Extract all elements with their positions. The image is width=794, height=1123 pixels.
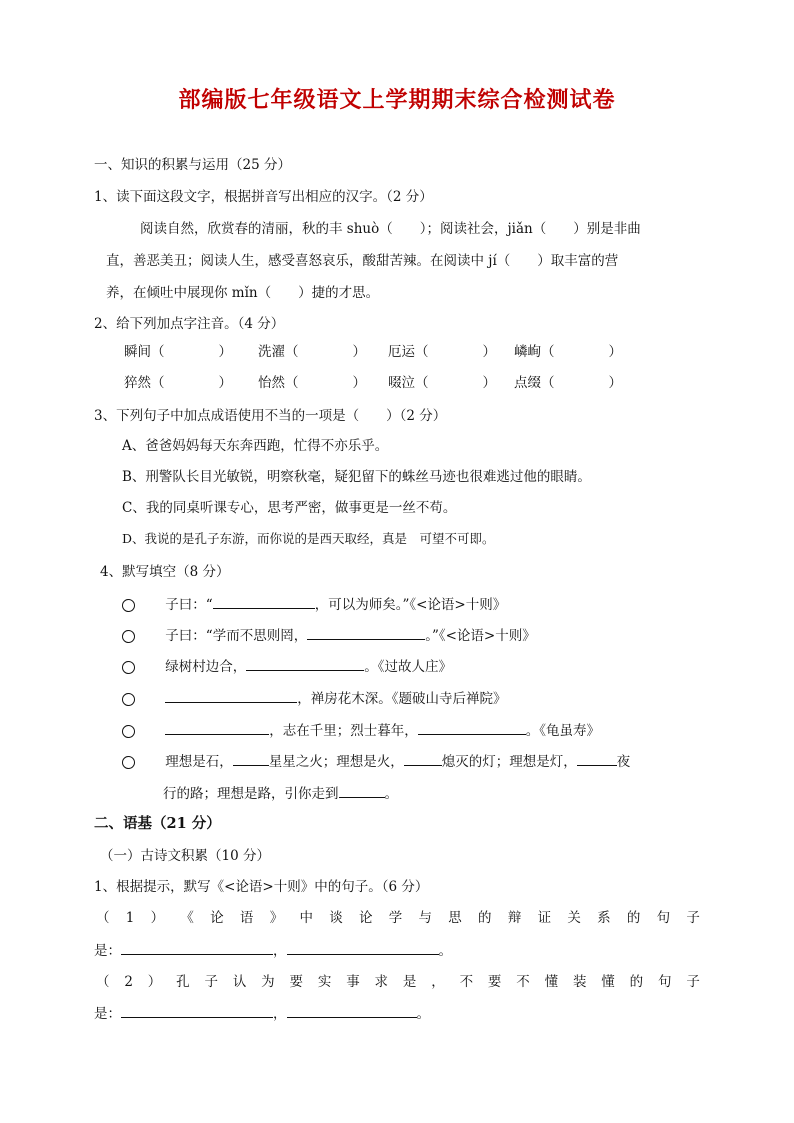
fill-blank[interactable] — [121, 940, 273, 955]
sentence-char: 》 — [269, 910, 284, 926]
question-2-prompt: 2、给下列加点字注音。（4 分） — [94, 316, 285, 332]
dictation-item-6: 理想是石， 星星之火；理想是火， 熄灭的灯；理想是灯， 夜 — [122, 751, 630, 772]
sentence-char: 的 — [626, 910, 641, 926]
sentence-char: 懂 — [544, 974, 559, 990]
dictation-item-1: 子曰：“ ，可以为师矣。”《<论语>十则》 — [122, 594, 506, 615]
sentence-char: 论 — [210, 910, 224, 926]
pinyin-item: 洗濯（ ） — [258, 344, 366, 360]
answer-line-2: 是： ， 。 — [94, 1003, 430, 1024]
sentence-char: 子 — [686, 974, 700, 990]
fill-blank[interactable] — [307, 625, 425, 640]
dictation-item-2: 子曰：“学而不思则罔， 。”《<论语>十则》 — [122, 625, 536, 646]
dictation-item-3: 绿树村边合， 。《过故人庄》 — [122, 656, 452, 677]
spaced-sentence-1 — [96, 908, 700, 928]
pinyin-item: 嶙峋（ ） — [514, 344, 622, 360]
question-3-prompt: 3、下列句子中加点成语使用不当的一项是（ ）（2 分） — [94, 408, 447, 424]
option-b: B、刑警队长目光敏锐，明察秋毫，疑犯留下的蛛丝马迹也很难逃过他的眼睛。 — [122, 469, 591, 485]
fill-blank[interactable] — [233, 751, 269, 766]
section-heading-1: 一、知识的积累与运用（25 分） — [94, 157, 291, 173]
sentence-char: 谈 — [329, 910, 343, 926]
sentence-char: 懂 — [601, 974, 615, 990]
sentence-char: 求 — [374, 974, 389, 990]
sentence-char: 子 — [686, 910, 700, 926]
option-c: C、我的同桌听课专心，思考严密，做事更是一丝不苟。 — [122, 500, 457, 516]
fill-blank[interactable] — [165, 688, 297, 703]
sentence-char: 系 — [597, 910, 611, 926]
bullet-circle-icon — [122, 693, 135, 706]
sentence-char: 与 — [418, 910, 433, 926]
sentence-char: 句 — [657, 974, 672, 990]
pinyin-item: 瞬间（ ） — [124, 344, 232, 360]
sentence-char: 2 — [124, 974, 133, 990]
page-title: 部编版七年级语文上学期期末综合检测试卷 — [178, 87, 616, 113]
sentence-char: 1 — [125, 910, 135, 926]
fill-blank[interactable] — [246, 656, 364, 671]
answer-line-1: 是： ， 。 — [94, 940, 452, 961]
question-1-prompt: 1、读下面这段文字，根据拼音写出相应的汉字。（2 分） — [94, 189, 433, 205]
question-1-line-3: 养，在倾吐中展现你 mǐn（ ）捷的才思。 — [106, 285, 380, 301]
option-d: D、我说的是孔子东游，而你说的是西天取经，真是 可望不可即。 — [122, 531, 495, 546]
sentence-char: ） — [147, 974, 162, 990]
sentence-char: 要 — [487, 974, 502, 990]
pinyin-item: 猝然（ ） — [124, 375, 232, 391]
pinyin-item: 厄运（ ） — [388, 344, 496, 360]
fill-blank[interactable] — [213, 594, 315, 609]
dictation-item-4: ，禅房花木深。《题破山寺后禅院》 — [122, 688, 507, 709]
pinyin-item: 点缀（ ） — [514, 375, 622, 391]
sentence-char: 学 — [388, 910, 403, 926]
option-a: A、爸爸妈妈每天东奔西跑，忙得不亦乐乎。 — [122, 438, 389, 454]
bullet-circle-icon — [122, 725, 135, 738]
fill-blank[interactable] — [121, 1003, 273, 1018]
question-1-line-1: 阅读自然，欣赏春的清丽，秋的丰 shuò（ ）；阅读社会，jiǎn（ ）别是非曲 — [140, 221, 641, 237]
bullet-circle-icon — [122, 756, 135, 769]
pinyin-item: 怡然（ ） — [258, 375, 366, 391]
sentence-char: （ — [96, 910, 110, 926]
sentence-char: 事 — [346, 974, 360, 990]
sentence-char: 的 — [629, 974, 644, 990]
fill-blank[interactable] — [404, 751, 442, 766]
sentence-char: 不 — [459, 974, 474, 990]
sentence-char: 装 — [572, 974, 587, 990]
section-heading-2: 二、语基（21 分） — [94, 815, 221, 832]
bullet-circle-icon — [122, 599, 135, 612]
sentence-char: 认 — [232, 974, 247, 990]
sentence-char: 为 — [261, 974, 275, 990]
fill-blank[interactable] — [339, 783, 385, 798]
subsection-heading: （一）古诗文积累（10 分） — [100, 848, 270, 864]
fill-blank[interactable] — [418, 720, 526, 735]
sentence-char: 辩 — [507, 910, 522, 926]
sentence-char: 实 — [317, 974, 332, 990]
sentence-char: ） — [150, 910, 165, 926]
fill-blank[interactable] — [165, 720, 269, 735]
sentence-char: 子 — [204, 974, 218, 990]
fill-blank[interactable] — [287, 1003, 417, 1018]
sentence-char: 不 — [516, 974, 530, 990]
sentence-char: 语 — [239, 910, 254, 926]
question-1-line-2: 直，善恶美丑；阅读人生，感受喜怒哀乐，酸甜苦辣。在阅读中 jí（ ）取丰富的营 — [106, 253, 619, 269]
sentence-char: 思 — [448, 910, 462, 926]
question-4-prompt: 4、默写填空（8 分） — [100, 564, 230, 580]
sentence-char: 关 — [567, 910, 581, 926]
sentence-char: 《 — [180, 910, 194, 926]
bullet-circle-icon — [122, 630, 135, 643]
pinyin-item: 啜泣（ ） — [388, 375, 496, 391]
part2-question-1-prompt: 1、根据提示，默写《<论语>十则》中的句子。（6 分） — [94, 879, 429, 895]
sentence-char: 孔 — [176, 974, 190, 990]
sentence-char: 中 — [299, 910, 313, 926]
sentence-char: 证 — [537, 910, 552, 926]
dictation-item-5: ，志在千里；烈士暮年， 。《龟虽寿》 — [122, 720, 600, 741]
sentence-char: 要 — [289, 974, 303, 990]
fill-blank[interactable] — [287, 940, 439, 955]
sentence-char: 的 — [478, 910, 492, 926]
fill-blank[interactable] — [577, 751, 617, 766]
sentence-char: 论 — [358, 910, 373, 926]
sentence-char: （ — [96, 974, 110, 990]
sentence-char: 句 — [656, 910, 671, 926]
dictation-item-6-cont: 行的路；理想是路，引你走到 。 — [163, 783, 398, 804]
spaced-sentence-2 — [96, 972, 700, 992]
sentence-char: ， — [431, 974, 445, 990]
bullet-circle-icon — [122, 661, 135, 674]
sentence-char: 是 — [402, 974, 417, 990]
